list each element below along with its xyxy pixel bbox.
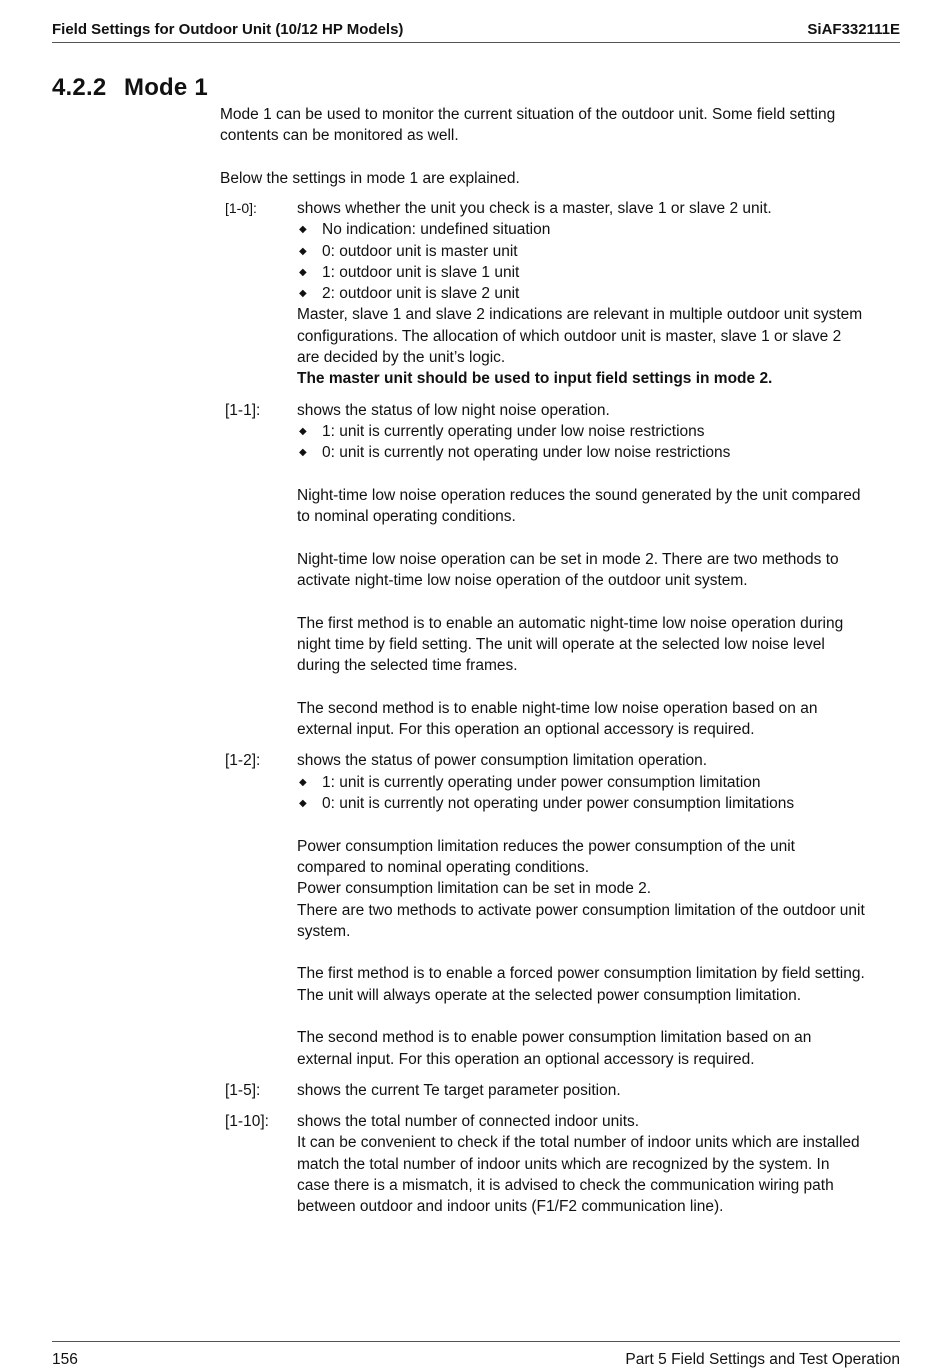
setting-body bbox=[297, 1111, 865, 1217]
intro-paragraph: Below the settings in mode 1 are explained. bbox=[220, 169, 520, 187]
setting-paragraph: Power consumption limitation reduces the power consumption of the unit compared to nominal operating conditions. bbox=[297, 837, 795, 876]
list-item bbox=[297, 219, 865, 240]
setting-body bbox=[297, 198, 865, 390]
list-item bbox=[297, 772, 865, 793]
setting-paragraph: Night-time low noise operation reduces the sound generated by the unit compared to nominal operating conditions. bbox=[297, 486, 861, 526]
list-item bbox=[297, 793, 865, 814]
bullet-text: 0: outdoor unit is master unit bbox=[322, 242, 518, 260]
setting-description: Master, slave 1 and slave 2 indications are relevant in multiple outdoor unit system configurations. The allocation of which outdoor unit is master, slave 1 or slave 2 are decided by the unit’s logic. bbox=[297, 306, 863, 367]
diamond-bullet-icon: ◆ bbox=[299, 776, 307, 788]
page-header bbox=[52, 20, 900, 43]
diamond-bullet-icon: ◆ bbox=[299, 798, 307, 810]
diamond-bullet-icon: ◆ bbox=[299, 425, 307, 437]
setting-paragraph: Power consumption limitation can be set in mode 2. bbox=[297, 880, 652, 898]
setting-entry-1-0 bbox=[225, 198, 865, 390]
setting-key: [1-1]: bbox=[225, 401, 261, 419]
diamond-bullet-icon: ◆ bbox=[299, 224, 307, 236]
setting-paragraph: The second method is to enable night-time low noise operation based on an external input. For this operation an optional accessory is required. bbox=[297, 699, 818, 739]
setting-note-bold: The master unit should be used to input field settings in mode 2. bbox=[297, 370, 773, 388]
bullet-text: 0: unit is currently not operating under low noise restrictions bbox=[322, 444, 731, 462]
intro-text bbox=[220, 104, 880, 210]
header-title: Field Settings for Outdoor Unit (10/12 HP Models) bbox=[52, 21, 404, 38]
page-footer bbox=[52, 1341, 900, 1368]
setting-body bbox=[297, 400, 865, 741]
list-item bbox=[297, 442, 865, 463]
setting-key: [1-5]: bbox=[225, 1081, 261, 1099]
intro-paragraph: Mode 1 can be used to monitor the current situation of the outdoor unit. Some field setting contents can be monitored as well. bbox=[220, 106, 836, 145]
setting-entry-1-2 bbox=[225, 750, 865, 1069]
setting-entry-1-5 bbox=[225, 1080, 865, 1101]
setting-paragraph: Night-time low noise operation can be set in mode 2. There are two methods to activate night-time low noise operation of the outdoor unit system. bbox=[297, 550, 839, 590]
bullet-list bbox=[297, 772, 865, 815]
setting-lead: shows the status of low night noise operation. bbox=[297, 401, 610, 419]
list-item bbox=[297, 283, 865, 304]
bullet-text: 2: outdoor unit is slave 2 unit bbox=[322, 285, 520, 303]
list-item bbox=[297, 241, 865, 262]
setting-lead: shows whether the unit you check is a master, slave 1 or slave 2 unit. bbox=[297, 200, 772, 217]
settings-list bbox=[225, 198, 865, 1228]
section-heading bbox=[52, 74, 208, 102]
diamond-bullet-icon: ◆ bbox=[299, 447, 307, 459]
bullet-text: 1: outdoor unit is slave 1 unit bbox=[322, 263, 520, 281]
diamond-bullet-icon: ◆ bbox=[299, 266, 307, 278]
setting-body bbox=[297, 1080, 865, 1101]
setting-entry-1-1 bbox=[225, 400, 865, 741]
setting-lead: shows the total number of connected indoor units. bbox=[297, 1113, 640, 1131]
bullet-text: 1: unit is currently operating under power consumption limitation bbox=[322, 773, 761, 791]
bullet-list bbox=[297, 219, 865, 304]
diamond-bullet-icon: ◆ bbox=[299, 245, 307, 257]
bullet-text: No indication: undefined situation bbox=[322, 221, 551, 239]
bullet-text: 1: unit is currently operating under low noise restrictions bbox=[322, 422, 705, 440]
list-item bbox=[297, 421, 865, 442]
list-item bbox=[297, 262, 865, 283]
diamond-bullet-icon: ◆ bbox=[299, 288, 307, 300]
setting-paragraph: There are two methods to activate power consumption limitation of the outdoor unit system. bbox=[297, 901, 865, 940]
setting-paragraph: The first method is to enable a forced power consumption limitation by field setting. The unit will always operate at the selected power consumption limitation. bbox=[297, 965, 865, 1004]
setting-body bbox=[297, 750, 865, 1069]
bullet-list bbox=[297, 421, 865, 464]
setting-description: It can be convenient to check if the total number of indoor units which are installed match the total number of indoor units which are recognized by the system. In case there is a mismatch, it is advised to check the communication wiring path between outdoor and indoor units (F1/F2 communication line). bbox=[297, 1134, 860, 1216]
setting-key: [1-0]: bbox=[225, 200, 257, 216]
document-code: SiAF332111E bbox=[807, 21, 900, 38]
section-title: Mode 1 bbox=[124, 74, 208, 101]
setting-lead: shows the current Te target parameter position. bbox=[297, 1081, 621, 1099]
setting-key: [1-10]: bbox=[225, 1113, 269, 1131]
setting-paragraph: The second method is to enable power consumption limitation based on an external input. For this operation an optional accessory is required. bbox=[297, 1029, 812, 1068]
setting-paragraph: The first method is to enable an automatic night-time low noise operation during night time by field setting. The unit will operate at the selected low noise level during the selected time frames. bbox=[297, 614, 844, 675]
bullet-text: 0: unit is currently not operating under power consumption limitations bbox=[322, 795, 795, 813]
setting-entry-1-10 bbox=[225, 1111, 865, 1217]
section-number: 4.2.2 bbox=[52, 74, 107, 101]
setting-key: [1-2]: bbox=[225, 752, 261, 770]
page-number: 156 bbox=[52, 1351, 78, 1368]
footer-part-title: Part 5 Field Settings and Test Operation bbox=[625, 1351, 900, 1368]
setting-lead: shows the status of power consumption limitation operation. bbox=[297, 752, 708, 770]
